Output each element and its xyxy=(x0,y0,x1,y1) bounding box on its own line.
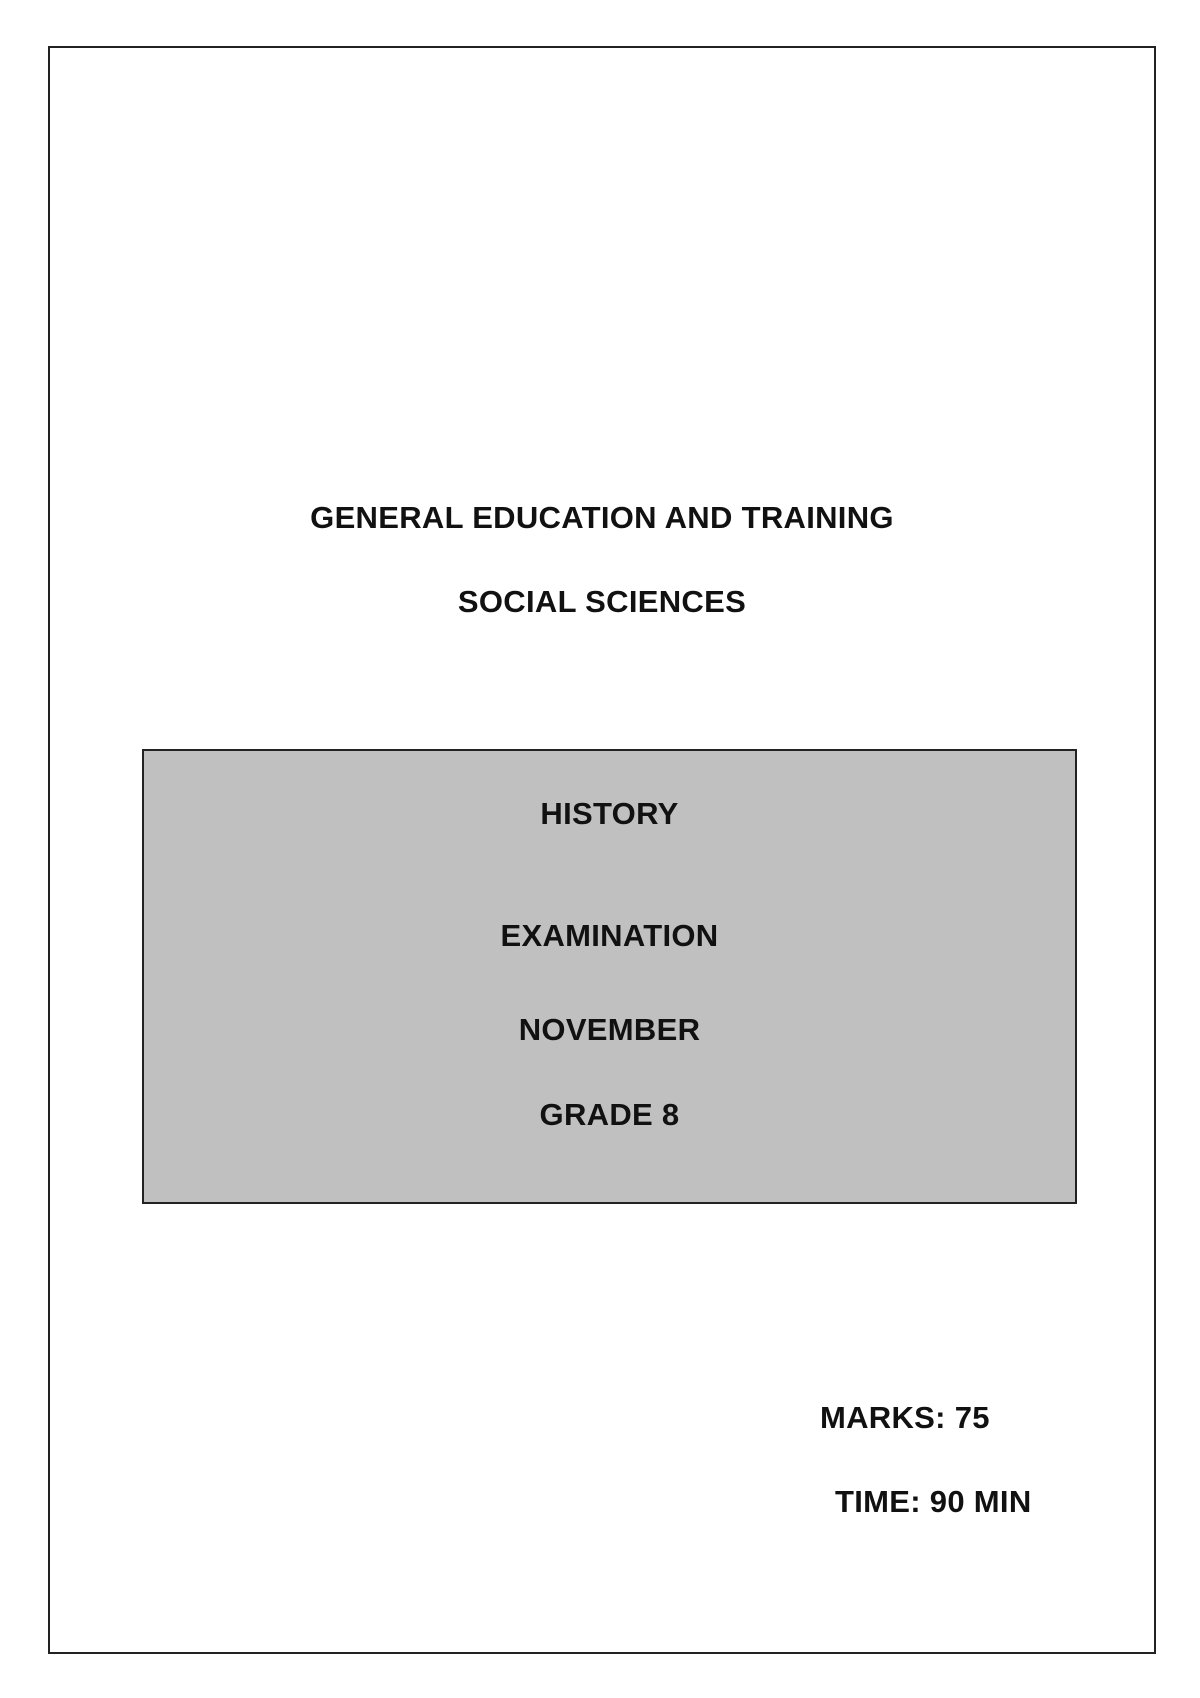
exam-month: NOVEMBER xyxy=(518,1012,701,1047)
subject-name: HISTORY xyxy=(540,796,679,831)
grade-label: GRADE 8 xyxy=(539,1097,680,1132)
paper-type: EXAMINATION xyxy=(500,918,719,953)
subject-box xyxy=(142,749,1077,1204)
marks-label: MARKS: 75 xyxy=(820,1400,990,1435)
time-label: TIME: 90 MIN xyxy=(835,1484,1032,1519)
header-title: GENERAL EDUCATION AND TRAINING xyxy=(310,500,894,535)
page-border xyxy=(48,46,1156,1654)
header-subtitle: SOCIAL SCIENCES xyxy=(457,584,747,619)
